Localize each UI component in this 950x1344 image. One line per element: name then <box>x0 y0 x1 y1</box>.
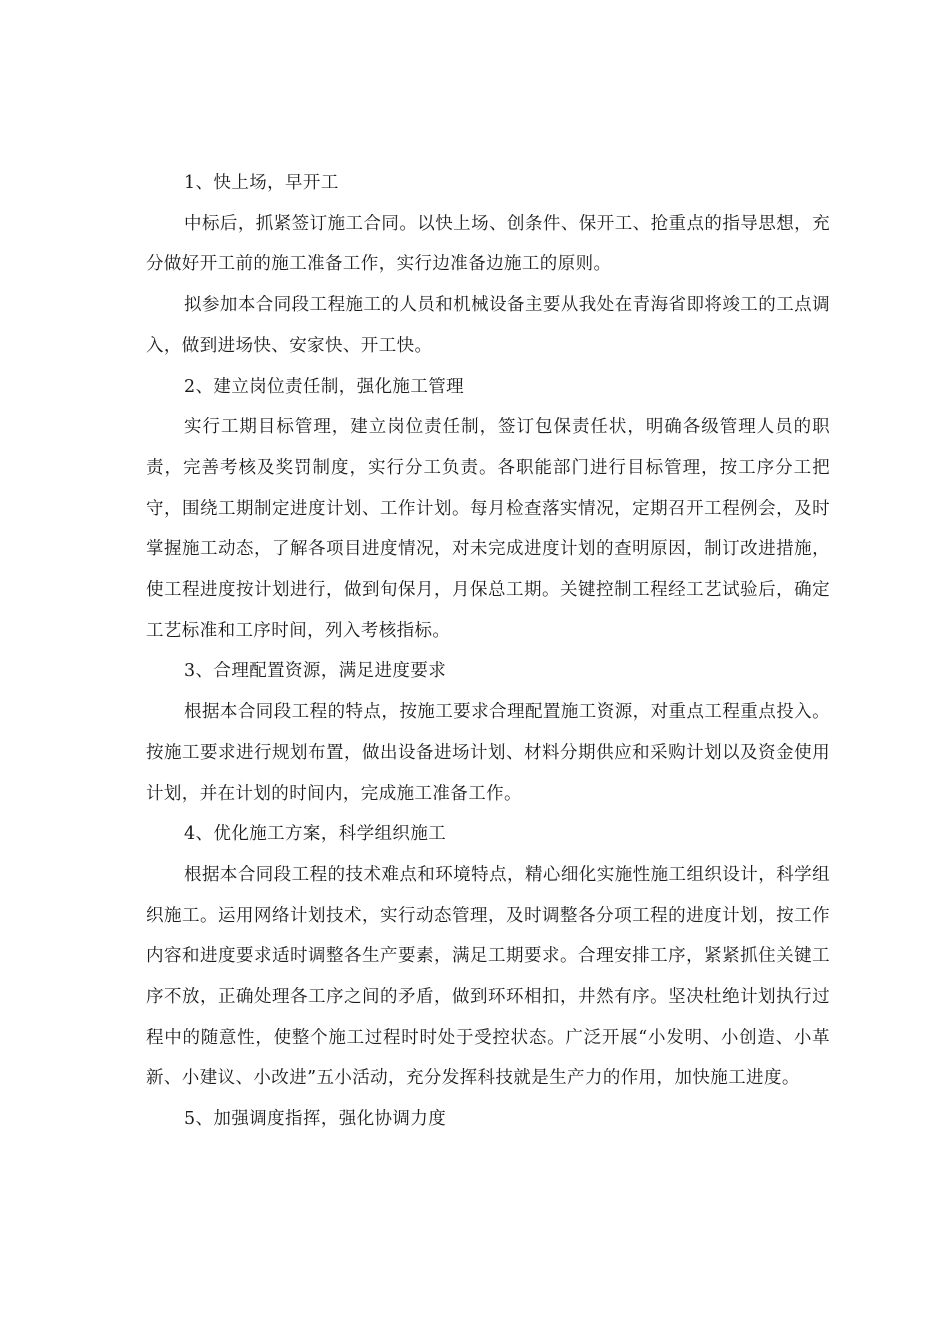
section-heading-1: 1、快上场，早开工 <box>184 173 339 193</box>
document-body <box>146 163 830 1140</box>
section-heading-5: 5、加强调度指挥，强化协调力度 <box>184 1109 447 1130</box>
paragraph-2-1: 实行工期目标管理，建立岗位责任制，签订包保责任状，明确各级管理人员的职责，完善考核及奖罚制度，实行分工负责。各职能部门进行目标管理，按工序分工把守，围绕工期制定进度计划、工作计划。每月检查落实情况，定期召开工程例会，及时掌握施工动态，了解各项目进度情况，对未完成进度计划的查明原因，制订改进措施，使工程进度按计划进行，做到旬保月，月保总工期。关键控制工程经工艺试验后，确定工艺标准和工序时间，列入考核指标。 <box>146 417 830 641</box>
paragraph-3-1: 根据本合同段工程的特点，按施工要求合理配置施工资源，对重点工程重点投入。按施工要求进行规划布置，做出设备进场计划、材料分期供应和采购计划以及资金使用计划，并在计划的时间内，完成施工准备工作。 <box>146 702 830 804</box>
paragraph-4-1: 根据本合同段工程的技术难点和环境特点，精心细化实施性施工组织设计，科学组织施工。运用网络计划技术，实行动态管理，及时调整各分项工程的进度计划，按工作内容和进度要求适时调整各生产要素，满足工期要求。合理安排工序，紧紧抓住关键工序不放，正确处理各工序之间的矛盾，做到环环相扣，井然有序。坚决杜绝计划执行过程中的随意性，使整个施工过程时时处于受控状态。广泛开展“小发明、小创造、小革新、小建议、小改进”五小活动，充分发挥科技就是生产力的作用，加快施工进度。 <box>146 864 830 1089</box>
section-heading-2: 2、建立岗位责任制，强化施工管理 <box>184 376 465 397</box>
section-heading-4: 4、优化施工方案，科学组织施工 <box>184 824 447 845</box>
section-heading-3: 3、合理配置资源，满足进度要求 <box>184 661 447 682</box>
paragraph-1-2: 拟参加本合同段工程施工的人员和机械设备主要从我处在青海省即将竣工的工点调入，做到进场快、安家快、开工快。 <box>146 295 830 356</box>
paragraph-1-1: 中标后，抓紧签订施工合同。以快上场、创条件、保开工、抢重点的指导思想，充分做好开工前的施工准备工作，实行边准备边施工的原则。 <box>146 213 830 275</box>
